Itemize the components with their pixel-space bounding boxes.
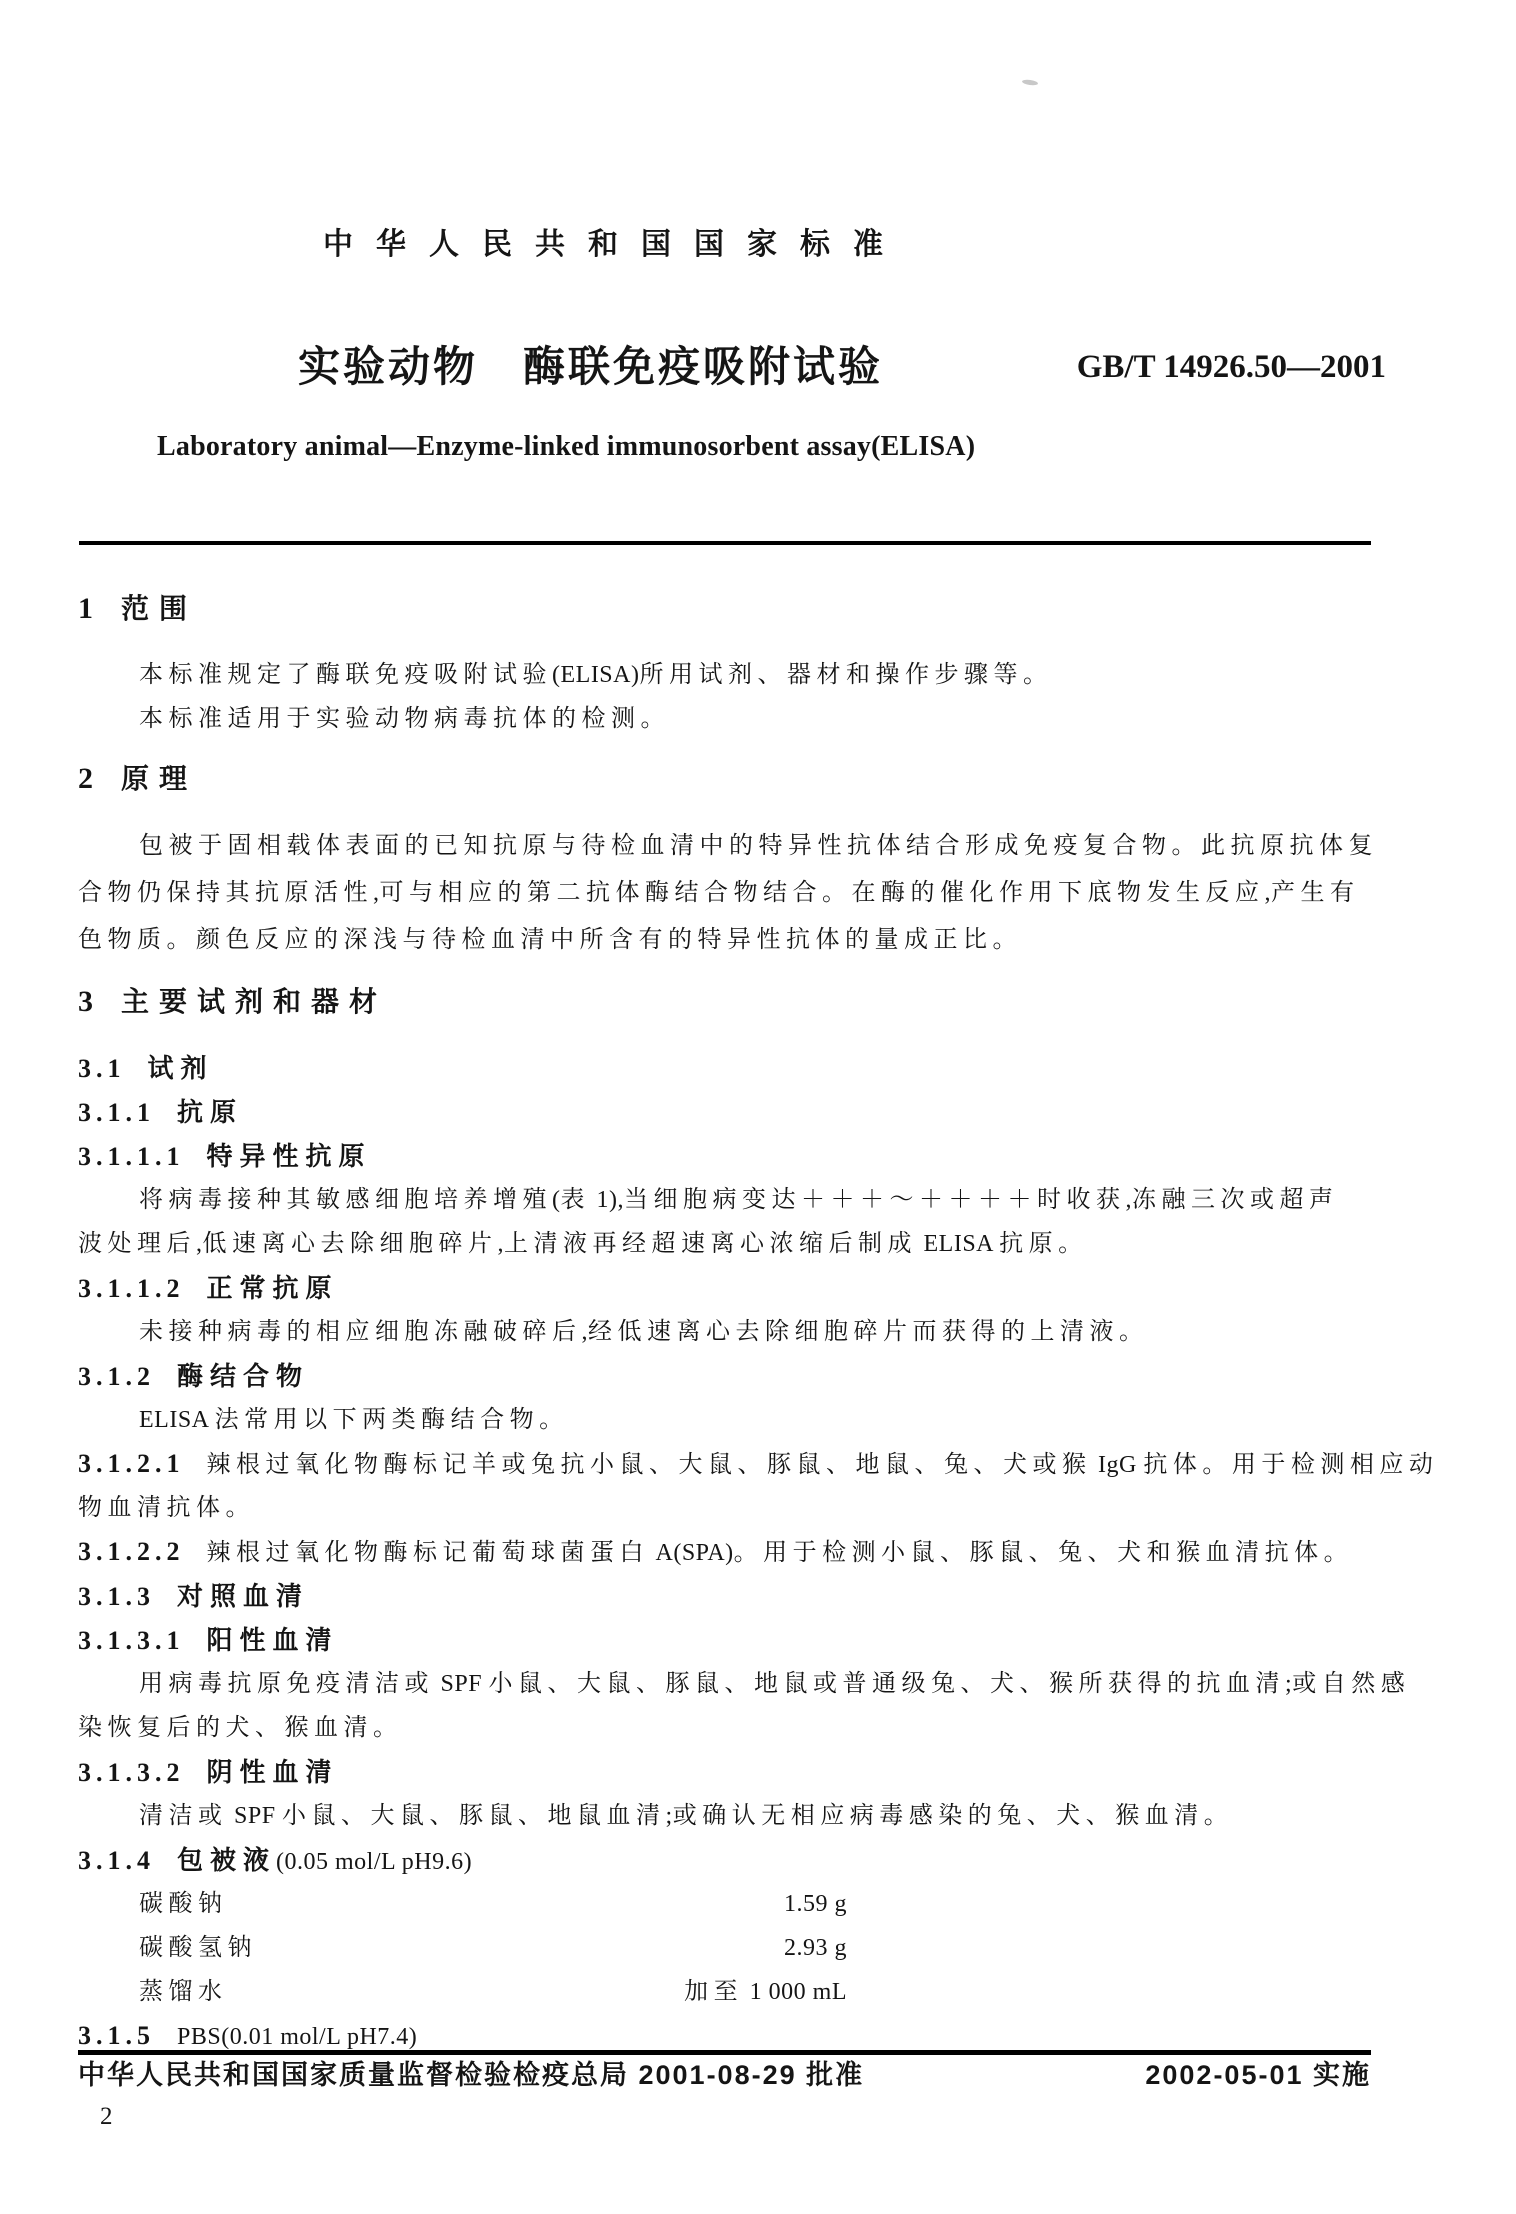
document-body	[78, 549, 1439, 2058]
latin-text: PBS(0.01 mol/L pH7.4)	[177, 2024, 418, 2050]
reagent-amount	[78, 1926, 847, 1970]
clause-heading-suffix	[177, 2024, 417, 2050]
clause-number: 3.1.3.2	[78, 1758, 185, 1787]
clause-heading-text: 阳性血清	[206, 1625, 339, 1655]
reagent-name: 碳酸钠	[139, 1891, 228, 1917]
clause-heading-text: 试剂	[147, 1053, 214, 1083]
clause-number: 3.1.2.1	[78, 1449, 185, 1478]
clause-number: 3.1.4	[78, 1846, 155, 1875]
paragraph-line: 本标准规定了酶联免疫吸附试验(ELISA)所用试剂、器材和操作步骤等。	[139, 662, 1053, 688]
clause-heading-text: 对照血清	[177, 1581, 310, 1611]
approval-note: 中华人民共和国国家质量监督检验检疫总局 2001-08-29 批准	[78, 2060, 865, 2090]
latin-text: ,	[497, 1231, 504, 1257]
clause-heading-text: 正常抗原	[206, 1273, 339, 1303]
clause-number: 1	[78, 592, 95, 625]
latin-text: ,	[196, 1231, 203, 1257]
clause-heading-suffix	[276, 1849, 472, 1875]
latin-text: (	[552, 1187, 561, 1213]
paragraph-line: 色物质。颜色反应的深浅与待检血清中所含有的特异性抗体的量成正比。	[78, 927, 1022, 953]
clause-heading-text: 原理	[121, 763, 198, 794]
clause-heading-3-1-3	[78, 1574, 1371, 1618]
clause-heading-3-1-4	[78, 1838, 1371, 1882]
clause-number: 3.1.3.1	[78, 1626, 185, 1655]
latin-text: A(SPA)	[649, 1540, 734, 1566]
paragraph-line: 用病毒抗原免疫清洁或 SPF 小鼠、大鼠、豚鼠、地鼠或普通级兔、犬、猴所获得的抗血清;或自然感	[139, 1671, 1411, 1697]
clause-number: 3.1.5	[78, 2021, 155, 2050]
paragraph-line: ELISA 法常用以下两类酶结合物。	[139, 1407, 569, 1433]
paragraph-line: 清洁或 SPF 小鼠、大鼠、豚鼠、地鼠血清;或确认无相应病毒感染的兔、犬、猴血清。	[139, 1803, 1234, 1829]
latin-text: 1 000 mL	[743, 1979, 847, 2005]
clause-heading-1	[78, 587, 1371, 631]
paragraph-line: 包被于固相载体表面的已知抗原与待检血清中的特异性抗体结合形成免疫复合物。此抗原抗体复	[139, 833, 1378, 859]
latin-text: 1),	[590, 1187, 624, 1213]
latin-text: 1.59 g	[784, 1891, 847, 1917]
latin-text: (ELISA)	[552, 662, 640, 688]
clause-number: 3.1.1.2	[78, 1274, 185, 1303]
reagent-amount: 加至 1 000 mL	[684, 1979, 847, 2005]
clause-line-3-1-2-2: 3.1.2.2 辣根过氧化物酶标记葡萄球菌蛋白 A(SPA)。用于检测小鼠、豚鼠、兔、犬和猴血清抗体。	[78, 1537, 1354, 1566]
implementation-note: 2002-05-01 实施	[1145, 2060, 1371, 2090]
scan-artifact	[1022, 79, 1039, 86]
clause-number: 3.1.2	[78, 1362, 155, 1391]
header-divider-rule	[79, 541, 1371, 545]
clause-heading-3-1-1-1	[78, 1134, 1371, 1178]
clause-heading-3-1-2	[78, 1354, 1371, 1398]
page-number: 2	[100, 2103, 113, 2130]
document-title-zh: 实验动物 酶联免疫吸附试验	[298, 343, 884, 390]
latin-text: ;	[1285, 1671, 1293, 1697]
clause-line-3-1-2-1: 3.1.2.1 辣根过氧化物酶标记羊或兔抗小鼠、大鼠、豚鼠、地鼠、兔、犬或猴 IgG 抗体。用于检测相应动	[78, 1449, 1439, 1478]
clause-heading-3-1-1	[78, 1090, 1371, 1134]
latin-text: SPF	[434, 1671, 489, 1697]
clause-number: 3.1.2.2	[78, 1537, 185, 1566]
latin-text: ELISA	[917, 1231, 1000, 1257]
paragraph-line: 将病毒接种其敏感细胞培养增殖(表 1),当细胞病变达＋＋＋～＋＋＋＋时收获,冻融三次或超声	[139, 1187, 1339, 1213]
footer-divider-rule	[78, 2050, 1371, 2055]
clause-number: 3.1.1.1	[78, 1142, 185, 1171]
paragraph-line: 波处理后,低速离心去除细胞碎片,上清液再经超速离心浓缩后制成 ELISA 抗原。	[78, 1231, 1088, 1257]
clause-heading-3-1-3-2	[78, 1750, 1371, 1794]
reagent-row	[78, 1970, 1371, 2014]
clause-heading-text: 酶结合物	[177, 1361, 310, 1391]
clause-heading-text: 主要试剂和器材	[121, 986, 388, 1017]
reagent-name: 碳酸氢钠	[139, 1935, 257, 1961]
paragraph-line: 未接种病毒的相应细胞冻融破碎后,经低速离心去除细胞碎片而获得的上清液。	[139, 1319, 1149, 1345]
clause-heading-text: 抗原	[177, 1097, 244, 1127]
latin-text: 2.93 g	[784, 1935, 847, 1961]
clause-heading-text: 包被液	[177, 1845, 277, 1875]
reagent-name: 蒸馏水	[139, 1979, 228, 2005]
paragraph-line: 合物仍保持其抗原活性,可与相应的第二抗体酶结合物结合。在酶的催化作用下底物发生反应,产生有	[78, 880, 1360, 906]
clause-number: 3.1.3	[78, 1582, 155, 1611]
latin-text: IgG	[1091, 1452, 1144, 1478]
clause-number: 3.1.1	[78, 1098, 155, 1127]
latin-text: ,	[373, 880, 380, 906]
latin-text: ;	[665, 1803, 673, 1829]
clause-heading-3	[78, 980, 1371, 1024]
latin-text: ELISA	[139, 1407, 215, 1433]
clause-heading-text: 范围	[121, 593, 198, 624]
clause-number: 2	[78, 762, 95, 795]
latin-text: ,	[581, 1319, 588, 1345]
clause-line-3-1-2-1: 物血清抗体。	[78, 1495, 255, 1521]
latin-text: ,	[1125, 1187, 1132, 1213]
clause-heading-2	[78, 757, 1371, 801]
reagent-row	[78, 1926, 1371, 1970]
latin-text: SPF	[227, 1803, 283, 1829]
clause-heading-3-1-1-2	[78, 1266, 1371, 1310]
clause-number: 3	[78, 985, 95, 1018]
standard-number: GB/T 14926.50—2001	[1076, 349, 1386, 385]
paragraph-line: 本标准适用于实验动物病毒抗体的检测。	[139, 706, 670, 732]
clause-heading-text: 特异性抗原	[206, 1141, 372, 1171]
latin-text: ,	[1264, 880, 1271, 906]
clause-heading-text: 阴性血清	[206, 1757, 339, 1787]
document-title-en: Laboratory animal—Enzyme-linked immunosorbent assay(ELISA)	[157, 431, 976, 462]
reagent-amount	[78, 1882, 847, 1926]
clause-heading-3-1	[78, 1046, 1371, 1090]
paragraph-line: 染恢复后的犬、猴血清。	[78, 1715, 403, 1741]
standard-header-label: 中华人民共和国国家标准	[323, 228, 906, 261]
latin-text: (0.05 mol/L pH9.6)	[276, 1849, 473, 1875]
clause-number: 3.1	[78, 1054, 126, 1083]
clause-heading-3-1-3-1	[78, 1618, 1371, 1662]
reagent-row	[78, 1882, 1371, 1926]
